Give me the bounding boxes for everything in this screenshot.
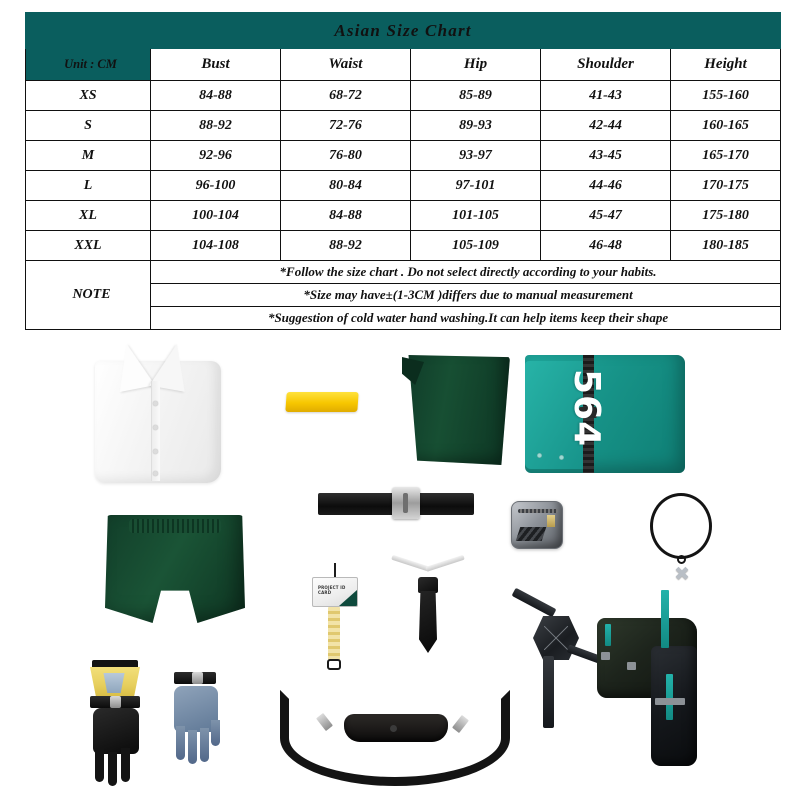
cell-shoulder: 46-48 [541, 231, 671, 261]
product-necktie [390, 567, 480, 662]
glove-finger [188, 730, 197, 764]
note-line: *Suggestion of cold water hand washing.It can help items keep their shape [151, 307, 781, 330]
cell-hip: 93-97 [411, 141, 541, 171]
gear-buckle [655, 698, 685, 705]
gear-teal-strap-mid [666, 674, 673, 720]
cell-height: 175-180 [671, 201, 781, 231]
size-label: S [26, 111, 151, 141]
product-black-belt [318, 485, 458, 525]
table-row [26, 171, 781, 201]
pouch-strap [516, 527, 547, 541]
product-photo-collage [0, 335, 800, 800]
glove-finger [95, 748, 104, 782]
pouch-zipper [518, 509, 558, 513]
product-glove-left [88, 660, 148, 775]
glove-finger [200, 728, 209, 762]
badge-lanyard-strip [328, 607, 340, 661]
glove-finger [108, 752, 117, 786]
note-row-1 [26, 261, 781, 284]
gear-teal-strap-top [661, 590, 669, 648]
product-id-badge [312, 563, 372, 678]
cell-hip: 85-89 [411, 81, 541, 111]
page-title: Asian Size Chart [26, 13, 781, 49]
size-chart-table [25, 12, 781, 330]
product-curved-belt [280, 690, 510, 748]
product-yellow-band [285, 392, 358, 412]
belt-strap-left [318, 493, 396, 515]
curved-belt-pad [344, 714, 448, 742]
shirt-button [153, 471, 158, 476]
size-label: XL [26, 201, 151, 231]
jacket-snap [537, 453, 542, 458]
tie-neck-strap-left [391, 555, 431, 572]
gear-buckle [627, 662, 636, 670]
cell-shoulder: 43-45 [541, 141, 671, 171]
shirt-button [153, 449, 158, 454]
glove-finger [176, 726, 185, 760]
cell-bust: 104-108 [151, 231, 281, 261]
badge-card-text: PROJECT ID CARD [318, 585, 346, 595]
cell-bust: 88-92 [151, 111, 281, 141]
size-chart-title-row [26, 13, 781, 49]
size-chart-header-row [26, 49, 781, 81]
glove-finger [211, 720, 220, 746]
cell-waist: 72-76 [281, 111, 411, 141]
badge-clip [327, 659, 341, 670]
cell-waist: 76-80 [281, 141, 411, 171]
column-header-bust: Bust [151, 49, 281, 81]
cell-bust: 96-100 [151, 171, 281, 201]
table-row [26, 201, 781, 231]
cell-waist: 88-92 [281, 231, 411, 261]
cell-waist: 80-84 [281, 171, 411, 201]
cell-shoulder: 41-43 [541, 81, 671, 111]
cell-waist: 84-88 [281, 201, 411, 231]
gear-teal-strap [605, 624, 611, 646]
cell-waist: 68-72 [281, 81, 411, 111]
badge-card [312, 577, 358, 607]
gear-buckle [601, 652, 610, 660]
belt-buckle [392, 487, 420, 519]
product-white-shirt [95, 343, 225, 488]
tie-blade [419, 591, 437, 653]
unit-label: Unit : CM [26, 49, 151, 81]
column-header-hip: Hip [411, 49, 541, 81]
cell-shoulder: 42-44 [541, 111, 671, 141]
cell-bust: 84-88 [151, 81, 281, 111]
size-chart-container [25, 12, 780, 330]
jacket-snap [559, 455, 564, 460]
jacket-number-label: 564 [566, 369, 607, 448]
cell-height: 155-160 [671, 81, 781, 111]
size-label: M [26, 141, 151, 171]
gear-leg-strap [543, 656, 554, 728]
cell-bust: 100-104 [151, 201, 281, 231]
product-glove-right [168, 670, 228, 780]
necklace-cord [650, 493, 712, 559]
cell-height: 165-170 [671, 141, 781, 171]
cell-shoulder: 44-46 [541, 171, 671, 201]
tie-knot [418, 577, 438, 593]
table-row [26, 141, 781, 171]
column-header-waist: Waist [281, 49, 411, 81]
column-header-height: Height [671, 49, 781, 81]
size-label: L [26, 171, 151, 201]
cell-height: 160-165 [671, 111, 781, 141]
shorts-waistband [129, 519, 221, 533]
cell-shoulder: 45-47 [541, 201, 671, 231]
tie-neck-strap-right [425, 555, 465, 572]
product-silver-pouch [511, 501, 563, 549]
shirt-button [153, 425, 158, 430]
table-row [26, 81, 781, 111]
table-row [26, 111, 781, 141]
glove-strap-buckle [110, 696, 121, 708]
shirt-button [153, 401, 158, 406]
gear-arm-upper [512, 588, 557, 618]
size-label: XS [26, 81, 151, 111]
size-label: XXL [26, 231, 151, 261]
cell-hip: 101-105 [411, 201, 541, 231]
necklace-pendant-icon: ✖ [674, 563, 690, 585]
cell-height: 180-185 [671, 231, 781, 261]
note-line: *Size may have±(1-3CM )differs due to manual measurement [151, 284, 781, 307]
cell-hip: 89-93 [411, 111, 541, 141]
note-label: NOTE [26, 261, 151, 330]
glove-strap-buckle [192, 672, 203, 684]
shirt-placket [151, 381, 160, 481]
cell-hip: 105-109 [411, 231, 541, 261]
column-header-shoulder: Shoulder [541, 49, 671, 81]
cell-hip: 97-101 [411, 171, 541, 201]
gear-holster [651, 646, 697, 766]
belt-strap-right [418, 493, 474, 515]
cell-bust: 92-96 [151, 141, 281, 171]
product-tactical-gear [505, 590, 705, 790]
teal-jacket-body [525, 355, 685, 473]
note-line: *Follow the size chart . Do not select directly according to your habits. [151, 261, 781, 284]
table-row [26, 231, 781, 261]
pouch-tag [547, 515, 555, 527]
cell-height: 170-175 [671, 171, 781, 201]
glove-finger [121, 748, 130, 782]
product-necklace [650, 493, 730, 593]
